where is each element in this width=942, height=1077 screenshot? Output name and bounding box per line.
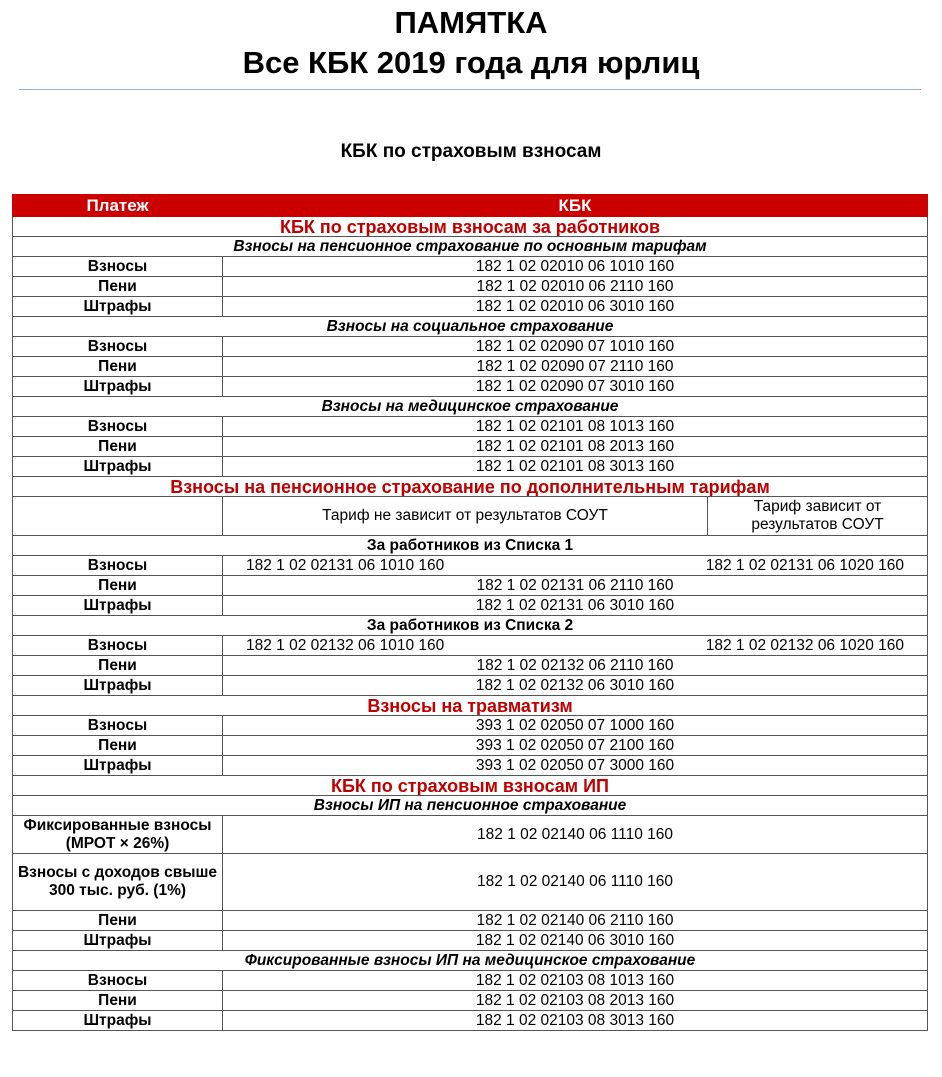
- section-employees: КБК по страховым взносам за работников: [13, 217, 928, 237]
- row-label: Пени: [13, 991, 223, 1011]
- row-label: Штрафы: [13, 1011, 223, 1031]
- table-row: [13, 911, 928, 931]
- kbk-code: 182 1 02 02131 06 2110 160: [223, 576, 928, 596]
- subsection-ip-medical: Фиксированные взносы ИП на медицинское страхование: [13, 951, 928, 971]
- table-header-row: [13, 195, 928, 217]
- kbk-code: 182 1 02 02090 07 1010 160: [223, 337, 928, 357]
- table-row: [13, 716, 928, 736]
- kbk-code: 182 1 02 02010 06 3010 160: [223, 297, 928, 317]
- table-row: [13, 854, 928, 911]
- table-row: [13, 636, 928, 656]
- subsection-pension-basic: Взносы на пенсионное страхование по основным тарифам: [13, 237, 928, 257]
- subsection-list2: За работников из Списка 2: [13, 616, 928, 636]
- table-row: [13, 556, 928, 576]
- kbk-code: 182 1 02 02140 06 1110 160: [223, 816, 928, 854]
- table-row: [13, 676, 928, 696]
- row-label: Пени: [13, 437, 223, 457]
- section-pension-additional: Взносы на пенсионное страхование по дополнительным тарифам: [13, 477, 928, 497]
- row-label: Штрафы: [13, 596, 223, 616]
- kbk-code: 182 1 02 02103 08 2013 160: [223, 991, 928, 1011]
- kbk-code: 393 1 02 02050 07 3000 160: [223, 756, 928, 776]
- row-label: Взносы: [13, 257, 223, 277]
- table-row: [13, 756, 928, 776]
- row-label: Взносы: [13, 337, 223, 357]
- table-row: [13, 816, 928, 854]
- subsection-ip-pension: Взносы ИП на пенсионное страхование: [13, 796, 928, 816]
- kbk-code: 182 1 02 02103 08 3013 160: [223, 1011, 928, 1031]
- kbk-code-dependent: 182 1 02 02131 06 1020 160: [705, 556, 905, 574]
- empty-cell: [13, 497, 223, 536]
- row-label: Взносы: [13, 636, 223, 656]
- kbk-code: 393 1 02 02050 07 2100 160: [223, 736, 928, 756]
- kbk-code: 393 1 02 02050 07 1000 160: [223, 716, 928, 736]
- kbk-code: 182 1 02 02010 06 2110 160: [223, 277, 928, 297]
- column-header-kbk: КБК: [223, 195, 928, 217]
- row-label: Взносы: [13, 417, 223, 437]
- row-label: Пени: [13, 277, 223, 297]
- kbk-code-split: [223, 556, 928, 576]
- kbk-code: 182 1 02 02090 07 2110 160: [223, 357, 928, 377]
- tariff-header-row: [13, 497, 928, 536]
- kbk-code-independent: 182 1 02 02132 06 1010 160: [246, 636, 445, 654]
- kbk-code: 182 1 02 02101 08 1013 160: [223, 417, 928, 437]
- kbk-code: 182 1 02 02101 08 2013 160: [223, 437, 928, 457]
- table-row: [13, 257, 928, 277]
- table-row: [13, 357, 928, 377]
- page-subtitle-main: Все КБК 2019 года для юрлиц: [242, 45, 700, 80]
- row-label: Взносы: [13, 971, 223, 991]
- table-row: [13, 437, 928, 457]
- kbk-code: 182 1 02 02132 06 3010 160: [223, 676, 928, 696]
- section-heading: КБК по страховым взносам: [340, 141, 602, 162]
- table-row: [13, 277, 928, 297]
- row-label: Штрафы: [13, 457, 223, 477]
- subsection-medical: Взносы на медицинское страхование: [13, 397, 928, 417]
- table-row: [13, 656, 928, 676]
- kbk-code: 182 1 02 02103 08 1013 160: [223, 971, 928, 991]
- table-row: [13, 931, 928, 951]
- title-divider: [19, 89, 921, 90]
- kbk-code-independent: 182 1 02 02131 06 1010 160: [246, 556, 445, 574]
- table-row: [13, 297, 928, 317]
- table-row: [13, 736, 928, 756]
- table-row: [13, 457, 928, 477]
- table-row: [13, 971, 928, 991]
- row-label: Пени: [13, 357, 223, 377]
- row-label: Фиксированные взносы (МРОТ × 26%): [13, 816, 223, 854]
- table-row: [13, 337, 928, 357]
- page-title: ПАМЯТКА: [394, 5, 548, 40]
- row-label: Штрафы: [13, 377, 223, 397]
- kbk-code-split: [223, 636, 928, 656]
- table-row: [13, 377, 928, 397]
- tariff-independent-header: Тариф не зависит от результатов СОУТ: [223, 497, 708, 536]
- kbk-code: 182 1 02 02090 07 3010 160: [223, 377, 928, 397]
- kbk-code: 182 1 02 02140 06 2110 160: [223, 911, 928, 931]
- kbk-code-dependent: 182 1 02 02132 06 1020 160: [705, 636, 905, 654]
- table-row: [13, 417, 928, 437]
- kbk-code: 182 1 02 02140 06 1110 160: [223, 854, 928, 911]
- row-label: Пени: [13, 736, 223, 756]
- section-injury: Взносы на травматизм: [13, 696, 928, 716]
- kbk-code: 182 1 02 02140 06 3010 160: [223, 931, 928, 951]
- row-label: Взносы: [13, 716, 223, 736]
- table-row: [13, 1011, 928, 1031]
- section-ip: КБК по страховым взносам ИП: [13, 776, 928, 796]
- row-label: Штрафы: [13, 756, 223, 776]
- row-label: Штрафы: [13, 676, 223, 696]
- subsection-list1: За работников из Списка 1: [13, 536, 928, 556]
- tariff-dependent-header: Тариф зависит от результатов СОУТ: [708, 497, 928, 536]
- kbk-code: 182 1 02 02132 06 2110 160: [223, 656, 928, 676]
- row-label: Штрафы: [13, 931, 223, 951]
- table-row: [13, 596, 928, 616]
- row-label: Пени: [13, 656, 223, 676]
- subsection-social: Взносы на социальное страхование: [13, 317, 928, 337]
- row-label: Пени: [13, 911, 223, 931]
- row-label: Взносы с доходов свыше 300 тыс. руб. (1%): [13, 854, 223, 911]
- kbk-code: 182 1 02 02131 06 3010 160: [223, 596, 928, 616]
- kbk-code: 182 1 02 02101 08 3013 160: [223, 457, 928, 477]
- column-header-payment: Платеж: [13, 195, 223, 217]
- row-label: Взносы: [13, 556, 223, 576]
- table-row: [13, 576, 928, 596]
- kbk-table: [12, 194, 928, 1031]
- row-label: Пени: [13, 576, 223, 596]
- kbk-code: 182 1 02 02010 06 1010 160: [223, 257, 928, 277]
- row-label: Штрафы: [13, 297, 223, 317]
- table-row: [13, 991, 928, 1011]
